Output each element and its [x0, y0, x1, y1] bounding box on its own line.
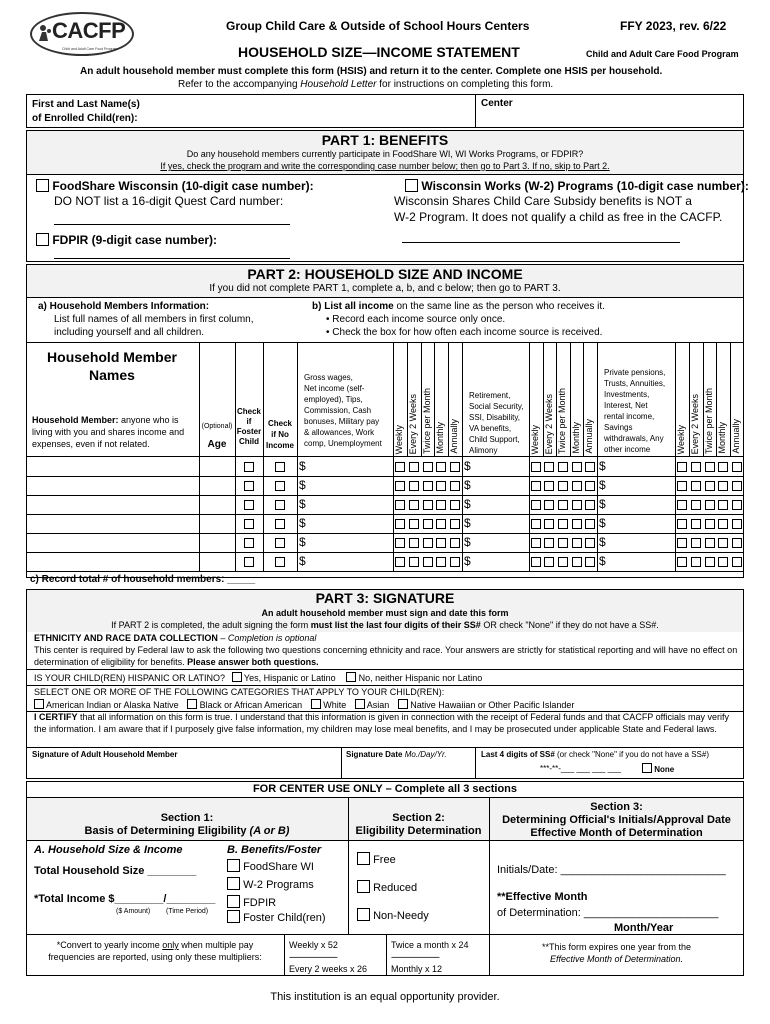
income-amount-3[interactable]: $	[599, 535, 606, 549]
frequency-checkbox-1-5[interactable]	[450, 519, 460, 529]
member-names-header: Household Member Names	[47, 349, 177, 383]
center-label: Center	[481, 98, 513, 109]
frequency-checkbox-1-3[interactable]	[423, 481, 433, 491]
instruction-line-1: An adult household member must complete this form (HSIS) and return it to the center. Complete one HSIS per household.	[80, 66, 663, 77]
benefit-foodshare-checkbox[interactable]	[227, 859, 240, 872]
foster-checkbox[interactable]	[244, 462, 254, 472]
frequency-checkbox-2-5[interactable]	[585, 557, 595, 567]
income-amount-2[interactable]: $	[464, 459, 471, 473]
determination-field[interactable]: of Determination: ______________________	[497, 907, 719, 919]
frequency-checkbox-1-1[interactable]	[395, 481, 405, 491]
frequency-checkbox-3-2[interactable]	[691, 500, 701, 510]
frequency-checkbox-2-3[interactable]	[558, 538, 568, 548]
frequency-checkbox-3-2[interactable]	[691, 481, 701, 491]
benefit-option-w2[interactable]: W-2 Programs	[227, 877, 314, 891]
frequency-checkbox-2-1[interactable]	[531, 500, 541, 510]
member-name-field[interactable]	[28, 477, 196, 494]
frequency-checkbox-2-5[interactable]	[585, 462, 595, 472]
cacfp-logo	[30, 12, 134, 56]
frequency-checkbox-2-5[interactable]	[585, 500, 595, 510]
frequency-checkbox-2-4[interactable]	[572, 462, 582, 472]
frequency-checkbox-1-3[interactable]	[423, 500, 433, 510]
race-pacific-islander-checkbox[interactable]	[398, 699, 408, 709]
benefit-w2-checkbox[interactable]	[227, 877, 240, 890]
signature-field[interactable]	[32, 760, 337, 777]
section2-title: Section 2: Eligibility Determination	[355, 812, 482, 837]
race-question: SELECT ONE OR MORE OF THE FOLLOWING CATEGORIES THAT APPLY TO YOUR CHILD(REN):	[34, 687, 445, 697]
frequency-checkbox-3-4[interactable]	[718, 481, 728, 491]
frequency-checkbox-2-1[interactable]	[531, 481, 541, 491]
income-source-1-header: Gross wages, Net income (self- employed), Tips, Commission, Cash bonuses, Military pay & allowances, Work comp, Unemployment	[304, 373, 382, 448]
frequency-checkbox-3-3[interactable]	[705, 462, 715, 472]
part3-title: PART 3: SIGNATURE	[315, 590, 455, 606]
frequency-checkbox-3-3[interactable]	[705, 481, 715, 491]
frequency-checkbox-3-1[interactable]	[677, 519, 687, 529]
frequency-checkbox-3-5[interactable]	[732, 519, 742, 529]
section1-b-label: B. Benefits/Foster	[227, 844, 322, 856]
frequency-checkbox-1-2[interactable]	[409, 500, 419, 510]
foodshare-case-number-line[interactable]	[54, 224, 290, 225]
member-age-field[interactable]	[201, 477, 233, 494]
income-amount-3[interactable]: $	[599, 497, 606, 511]
frequency-checkbox-2-1[interactable]	[531, 462, 541, 472]
frequency-checkbox-3-1[interactable]	[677, 500, 687, 510]
logo-text: CACFP	[52, 18, 126, 43]
frequency-checkbox-3-1[interactable]	[677, 481, 687, 491]
frequency-header-2-5: Annually	[584, 419, 595, 454]
income-amount-1[interactable]: $	[299, 516, 306, 530]
signature-label: Signature of Adult Household Member	[32, 750, 178, 759]
frequency-checkbox-1-2[interactable]	[409, 538, 419, 548]
frequency-header-3-4: Monthly	[717, 422, 728, 454]
income-amount-1[interactable]: $	[299, 478, 306, 492]
frequency-checkbox-3-5[interactable]	[732, 500, 742, 510]
frequency-checkbox-2-2[interactable]	[544, 500, 554, 510]
enrolled-names-field[interactable]	[160, 96, 472, 126]
frequency-checkbox-3-3[interactable]	[705, 557, 715, 567]
frequency-header-1-5: Annually	[449, 419, 460, 454]
part2-subtitle: If you did not complete PART 1, complete a, b, and c below; then go to PART 3.	[209, 283, 561, 294]
program-name: Child and Adult Care Food Program	[586, 49, 739, 59]
total-income[interactable]: *Total Income $________/________	[34, 893, 216, 905]
frequency-checkbox-1-1[interactable]	[395, 500, 405, 510]
multiplier-monthly: Twice a month x 24 ------------------------ Monthly x 12	[391, 940, 469, 974]
ss-digits-field[interactable]: ***-**-___ ___ ___ ___	[540, 764, 621, 773]
frequency-checkbox-3-2[interactable]	[691, 519, 701, 529]
frequency-checkbox-3-2[interactable]	[691, 557, 701, 567]
race-white-checkbox[interactable]	[311, 699, 321, 709]
frequency-checkbox-2-3[interactable]	[558, 519, 568, 529]
section1-title: Section 1: Basis of Determining Eligibility (A or B)	[84, 812, 290, 837]
frequency-checkbox-3-3[interactable]	[705, 538, 715, 548]
hispanic-question: IS YOUR CHILD(REN) HISPANIC OR LATINO? Yes, Hispanic or Latino No, neither Hispanic nor Latino	[34, 673, 483, 683]
frequency-checkbox-2-1[interactable]	[531, 519, 541, 529]
form-title: HOUSEHOLD SIZE—INCOME STATEMENT	[238, 44, 520, 60]
center-type-title: Group Child Care & Outside of School Hours Centers	[226, 19, 530, 33]
frequency-checkbox-2-5[interactable]	[585, 481, 595, 491]
non-needy-checkbox[interactable]	[357, 908, 370, 921]
income-amount-2[interactable]: $	[464, 554, 471, 568]
income-amount-3[interactable]: $	[599, 459, 606, 473]
foster-child-header: Check if Foster Child	[236, 407, 262, 446]
frequency-checkbox-3-4[interactable]	[718, 519, 728, 529]
frequency-header-3-1: Weekly	[676, 424, 686, 454]
frequency-checkbox-1-1[interactable]	[395, 462, 405, 472]
instruction-line-2: Refer to the accompanying Household Letter for instructions on completing this form.	[178, 79, 554, 90]
signature-date-label: Signature Date Mo./Day/Yr.	[346, 750, 447, 759]
frequency-checkbox-1-4[interactable]	[436, 557, 446, 567]
frequency-header-1-2: Every 2 Weeks	[407, 393, 418, 454]
frequency-checkbox-1-5[interactable]	[450, 481, 460, 491]
frequency-checkbox-1-4[interactable]	[436, 519, 446, 529]
frequency-header-2-3: Twice per Month	[557, 387, 568, 454]
frequency-checkbox-1-5[interactable]	[450, 462, 460, 472]
frequency-checkbox-3-1[interactable]	[677, 462, 687, 472]
frequency-checkbox-3-3[interactable]	[705, 519, 715, 529]
foodshare-option[interactable]: FoodShare Wisconsin (10-digit case number):	[36, 179, 314, 193]
w2-option[interactable]: Wisconsin Works (W-2) Programs (10-digit case number):	[405, 179, 749, 193]
member-definition: Household Member: anyone who is living with you and shares income and expenses, even if not related.	[32, 415, 185, 449]
frequency-checkbox-1-3[interactable]	[423, 519, 433, 529]
foodshare-checkbox[interactable]	[36, 179, 49, 192]
w2-note-1: Wisconsin Shares Child Care Subsidy benefits is NOT a	[394, 194, 692, 208]
frequency-header-2-2: Every 2 Weeks	[543, 393, 554, 454]
frequency-header-2-1: Weekly	[530, 424, 540, 454]
race-options: American Indian or Alaska Native Black or African American White Asian Native Hawaiian or Other Pacific Islander	[34, 699, 574, 710]
fdpir-checkbox[interactable]	[36, 233, 49, 246]
part1-instruction: If yes, check the program and write the corresponding case number below; then go to Part 3. If no, skip to Part 2.	[160, 161, 610, 171]
income-amount-2[interactable]: $	[464, 535, 471, 549]
part1-question: Do any household members currently participate in FoodShare WI, WI Works Programs, or FDPIR?	[186, 149, 584, 159]
frequency-checkbox-1-2[interactable]	[409, 519, 419, 529]
equal-opportunity-footer: This institution is an equal opportunity provider.	[270, 991, 500, 1003]
frequency-header-1-4: Monthly	[435, 422, 446, 454]
member-name-field[interactable]	[28, 496, 196, 513]
frequency-checkbox-3-4[interactable]	[718, 500, 728, 510]
income-amount-2[interactable]: $	[464, 478, 471, 492]
frequency-checkbox-2-2[interactable]	[544, 519, 554, 529]
optional-label: (Optional)	[201, 423, 233, 430]
frequency-checkbox-3-1[interactable]	[677, 538, 687, 548]
member-age-field[interactable]	[201, 515, 233, 532]
part2-title: PART 2: HOUSEHOLD SIZE AND INCOME	[247, 266, 523, 282]
frequency-checkbox-2-4[interactable]	[572, 500, 582, 510]
fdpir-option[interactable]: FDPIR (9-digit case number):	[36, 233, 217, 247]
hispanic-yes-checkbox[interactable]	[232, 672, 242, 682]
race-american-indian-checkbox[interactable]	[34, 699, 44, 709]
frequency-checkbox-2-1[interactable]	[531, 538, 541, 548]
center-name-field[interactable]	[520, 96, 740, 126]
member-age-field[interactable]	[201, 458, 233, 475]
race-asian-checkbox[interactable]	[355, 699, 365, 709]
benefit-option-foodshare[interactable]: FoodShare WI	[227, 859, 314, 873]
frequency-checkbox-2-3[interactable]	[558, 481, 568, 491]
frequency-checkbox-1-4[interactable]	[436, 538, 446, 548]
part2-b-instructions: b) List all income on the same line as the person who receives it. • Record each income source only once. • Check the box for how often each income source is received.	[312, 301, 605, 338]
frequency-header-3-2: Every 2 Weeks	[689, 393, 700, 454]
frequency-checkbox-1-3[interactable]	[423, 557, 433, 567]
income-amount-1[interactable]: $	[299, 554, 306, 568]
frequency-header-2-4: Monthly	[570, 422, 581, 454]
frequency-header-3-5: Annually	[731, 419, 742, 454]
foster-checkbox[interactable]	[244, 538, 254, 548]
frequency-checkbox-3-3[interactable]	[705, 500, 715, 510]
frequency-checkbox-1-4[interactable]	[436, 462, 446, 472]
frequency-checkbox-1-5[interactable]	[450, 557, 460, 567]
reduced-checkbox[interactable]	[357, 880, 370, 893]
part1-title: PART 1: BENEFITS	[321, 132, 449, 148]
income-amount-1[interactable]: $	[299, 535, 306, 549]
frequency-checkbox-1-1[interactable]	[395, 519, 405, 529]
frequency-checkbox-3-4[interactable]	[718, 557, 728, 567]
signature-date-field[interactable]	[346, 760, 472, 777]
member-name-field[interactable]	[28, 515, 196, 532]
frequency-checkbox-2-2[interactable]	[544, 481, 554, 491]
income-amount-3[interactable]: $	[599, 478, 606, 492]
income-amount-1[interactable]: $	[299, 459, 306, 473]
foster-checkbox[interactable]	[244, 481, 254, 491]
eligibility-reduced[interactable]: Reduced	[357, 880, 417, 894]
ss-none-option[interactable]: None	[642, 763, 674, 774]
frequency-header-3-3: Twice per Month	[703, 387, 714, 454]
frequency-checkbox-1-2[interactable]	[409, 462, 419, 472]
foster-checkbox[interactable]	[244, 519, 254, 529]
center-use-title: FOR CENTER USE ONLY – Complete all 3 sections	[252, 783, 518, 795]
no-income-checkbox[interactable]	[275, 481, 285, 491]
frequency-checkbox-2-2[interactable]	[544, 538, 554, 548]
total-household-size[interactable]: Total Household Size ________	[34, 865, 197, 877]
income-source-3-header: Private pensions, Trusts, Annuities, Investments, Interest, Net rental income, Savings withdrawals, Any other income	[604, 368, 666, 454]
no-income-checkbox[interactable]	[275, 500, 285, 510]
part3-sub2: If PART 2 is completed, the adult signing the form must list the last four digits of their SS# OR check "None" if they do not have a SS#.	[111, 620, 659, 630]
convert-note: *Convert to yearly income only when multiple pay frequencies are reported, using only these multipliers:	[48, 940, 262, 962]
fdpir-case-number-line[interactable]	[54, 258, 290, 259]
frequency-checkbox-2-2[interactable]	[544, 557, 554, 567]
part3-sub1: An adult household member must sign and date this form	[261, 608, 509, 618]
enrolled-names-label: First and Last Name(s) of Enrolled Child(ren):	[32, 99, 140, 124]
logo-subtext: Child and Adult Care Food Program	[62, 47, 118, 51]
no-income-checkbox[interactable]	[275, 519, 285, 529]
age-header: Age	[207, 439, 227, 450]
frequency-checkbox-2-1[interactable]	[531, 557, 541, 567]
frequency-checkbox-1-1[interactable]	[395, 557, 405, 567]
frequency-checkbox-1-4[interactable]	[436, 481, 446, 491]
income-amount-1[interactable]: $	[299, 497, 306, 511]
frequency-checkbox-2-4[interactable]	[572, 519, 582, 529]
income-amount-3[interactable]: $	[599, 554, 606, 568]
total-members-label: c) Record total # of household members: _____	[30, 574, 256, 585]
foster-checkbox[interactable]	[244, 500, 254, 510]
ffy-revision: FFY 2023, rev. 6/22	[620, 19, 727, 33]
frequency-checkbox-1-5[interactable]	[450, 500, 460, 510]
ethnicity-section: ETHNICITY AND RACE DATA COLLECTION – Completion is optional This center is required by Federal law to ask the following two questions concerning ethnicity and race. Your answers are strictly for statistical reporting and will have no effect on determination of eligibility for benefits. Please answer both questions.	[34, 633, 738, 667]
expiration-note: **This form expires one year from the Effective Month of Determination.	[541, 942, 692, 964]
initials-date-field[interactable]: Initials/Date: ___________________________	[497, 864, 726, 876]
race-black-checkbox[interactable]	[187, 699, 197, 709]
amount-label: ($ Amount)	[116, 908, 151, 915]
frequency-checkbox-1-4[interactable]	[436, 500, 446, 510]
frequency-checkbox-3-5[interactable]	[732, 538, 742, 548]
frequency-checkbox-2-2[interactable]	[544, 462, 554, 472]
income-amount-2[interactable]: $	[464, 497, 471, 511]
multiplier-weekly: Weekly x 52 ------------------------ Every 2 weeks x 26	[289, 940, 368, 974]
frequency-checkbox-2-3[interactable]	[558, 462, 568, 472]
effective-month-label: **Effective Month	[497, 891, 588, 903]
no-income-header: Check if No Income	[265, 419, 294, 450]
income-amount-3[interactable]: $	[599, 516, 606, 530]
benefit-foster-checkbox[interactable]	[227, 910, 240, 923]
frequency-checkbox-3-5[interactable]	[732, 481, 742, 491]
foster-checkbox[interactable]	[244, 557, 254, 567]
frequency-checkbox-3-5[interactable]	[732, 462, 742, 472]
member-name-field[interactable]	[28, 458, 196, 475]
benefit-fdpir-checkbox[interactable]	[227, 895, 240, 908]
frequency-header-1-3: Twice per Month	[421, 387, 432, 454]
ss-none-checkbox[interactable]	[642, 763, 652, 773]
certification-statement: I CERTIFY that all information on this form is true. I understand that this information is given in connection with the receipt of Federal funds and that CACFP officials may verify the information. I am aware that if I purposely give false information, my children may lose meal benefits, and I may be prosecuted under applicable State and Federal laws.	[34, 712, 730, 734]
member-age-field[interactable]	[201, 553, 233, 570]
frequency-checkbox-1-1[interactable]	[395, 538, 405, 548]
frequency-checkbox-3-4[interactable]	[718, 462, 728, 472]
frequency-header-1-1: Weekly	[394, 424, 404, 454]
frequency-checkbox-1-3[interactable]	[423, 462, 433, 472]
frequency-checkbox-1-2[interactable]	[409, 481, 419, 491]
frequency-checkbox-2-4[interactable]	[572, 557, 582, 567]
w2-note-2: W-2 Program. It does not qualify a child as free in the CACFP.	[394, 210, 723, 224]
free-checkbox[interactable]	[357, 852, 370, 865]
frequency-checkbox-3-2[interactable]	[691, 462, 701, 472]
w2-checkbox[interactable]	[405, 179, 418, 192]
frequency-checkbox-3-5[interactable]	[732, 557, 742, 567]
section1-a-label: A. Household Size & Income	[34, 844, 183, 856]
foodshare-note: DO NOT list a 16-digit Quest Card number:	[54, 194, 284, 208]
period-label: (Time Period)	[166, 908, 209, 915]
no-income-checkbox[interactable]	[275, 557, 285, 567]
frequency-checkbox-2-4[interactable]	[572, 538, 582, 548]
income-amount-2[interactable]: $	[464, 516, 471, 530]
frequency-checkbox-2-4[interactable]	[572, 481, 582, 491]
eligibility-free[interactable]: Free	[357, 852, 396, 866]
frequency-checkbox-1-5[interactable]	[450, 538, 460, 548]
frequency-checkbox-1-2[interactable]	[409, 557, 419, 567]
income-source-2-header: Retirement, Social Security, SSI, Disability, VA benefits, Child Support, Alimony	[469, 391, 524, 455]
logo-figure-icon	[38, 24, 52, 42]
no-income-checkbox[interactable]	[275, 538, 285, 548]
eligibility-non-needy[interactable]: Non-Needy	[357, 908, 429, 922]
member-age-field[interactable]	[201, 534, 233, 551]
part2-a-instructions: a) Household Members Information: List full names of all members in first column, including yourself and all children.	[38, 301, 254, 338]
section3-title: Section 3: Determining Official's Initials/Approval Date Effective Month of Determination	[502, 801, 731, 839]
frequency-checkbox-3-2[interactable]	[691, 538, 701, 548]
frequency-checkbox-3-4[interactable]	[718, 538, 728, 548]
no-income-checkbox[interactable]	[275, 462, 285, 472]
month-year-label: Month/Year	[614, 922, 674, 934]
benefit-option-foster[interactable]: Foster Child(ren)	[227, 910, 326, 924]
frequency-checkbox-2-3[interactable]	[558, 500, 568, 510]
ss-label: Last 4 digits of SS# (or check "None" if you do not have a SS#)	[481, 750, 710, 759]
w2-case-number-line[interactable]	[402, 242, 680, 243]
frequency-checkbox-3-1[interactable]	[677, 557, 687, 567]
member-age-field[interactable]	[201, 496, 233, 513]
frequency-checkbox-2-5[interactable]	[585, 519, 595, 529]
member-name-field[interactable]	[28, 553, 196, 570]
frequency-checkbox-2-3[interactable]	[558, 557, 568, 567]
benefit-option-fdpir[interactable]: FDPIR	[227, 895, 276, 909]
hispanic-no-checkbox[interactable]	[346, 672, 356, 682]
frequency-checkbox-2-5[interactable]	[585, 538, 595, 548]
member-name-field[interactable]	[28, 534, 196, 551]
frequency-checkbox-1-3[interactable]	[423, 538, 433, 548]
